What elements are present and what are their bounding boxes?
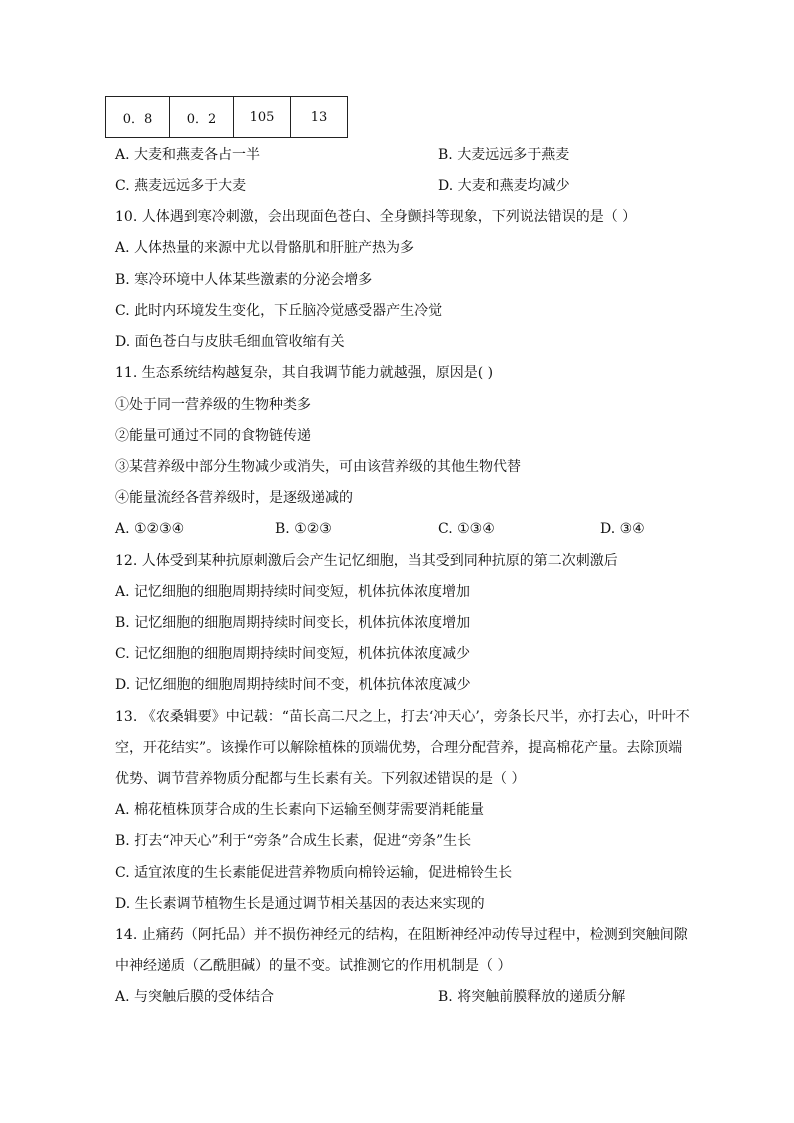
- data-table-fragment: [105, 96, 348, 138]
- q11-item: ④能量流经各营养级时，是逐级递减的: [115, 490, 353, 506]
- q10-option-c: C. 此时内环境发生变化，下丘脑冷觉感受器产生冷觉: [115, 303, 443, 319]
- q12-option-c: C. 记忆细胞的细胞周期持续时间变短，机体抗体浓度减少: [115, 646, 471, 662]
- q11-option-a: A. ①②③④: [115, 521, 185, 537]
- q14-option-a: A. 与突触后膜的受体结合: [115, 989, 275, 1005]
- q9-option-d: D. 大麦和燕麦均减少: [438, 178, 570, 194]
- q11-stem: 11. 生态系统结构越复杂，其自我调节能力就越强，原因是( ): [115, 365, 494, 381]
- table-cell: 0．8: [106, 97, 170, 138]
- table-row: [106, 97, 348, 138]
- q11-item: ①处于同一营养级的生物种类多: [115, 397, 311, 413]
- table-cell: 0．2: [170, 97, 234, 138]
- q11-option-b: B. ①②③: [275, 521, 332, 537]
- q14-stem-line: 14. 止痛药（阿托品）并不损伤神经元的结构，在阻断神经冲动传导过程中，检测到突触间隙: [115, 927, 688, 943]
- q13-stem-line: 优势、调节营养物质分配都与生长素有关。下列叙述错误的是（ ）: [115, 771, 526, 787]
- q11-item: ②能量可通过不同的食物链传递: [115, 428, 311, 444]
- q13-stem-line: 空，开花结实”。该操作可以解除植株的顶端优势，合理分配营养，提高棉花产量。去除顶端: [115, 740, 683, 756]
- q14-option-b: B. 将突触前膜释放的递质分解: [438, 989, 626, 1005]
- q12-option-b: B. 记忆细胞的细胞周期持续时间变长，机体抗体浓度增加: [115, 615, 471, 631]
- q13-option-a: A. 棉花植株顶芽合成的生长素向下运输至侧芽需要消耗能量: [115, 802, 485, 818]
- q11-option-d: D. ③④: [600, 521, 645, 537]
- q13-option-b: B. 打去“冲天心”利于“旁条”合成生长素，促进“旁条”生长: [115, 833, 472, 849]
- q9-option-c: C. 燕麦远远多于大麦: [115, 178, 247, 194]
- table-cell: 13: [291, 97, 348, 138]
- q9-option-a: A. 大麦和燕麦各占一半: [115, 147, 261, 163]
- q10-option-b: B. 寒冷环境中人体某些激素的分泌会增多: [115, 272, 373, 288]
- q12-option-a: A. 记忆细胞的细胞周期持续时间变短，机体抗体浓度增加: [115, 584, 471, 600]
- q12-stem: 12. 人体受到某种抗原刺激后会产生记忆细胞，当其受到同种抗原的第二次刺激后: [115, 553, 618, 569]
- q13-option-c: C. 适宜浓度的生长素能促进营养物质向棉铃运输，促进棉铃生长: [115, 865, 513, 881]
- q14-stem-line: 中神经递质（乙酰胆碱）的量不变。试推测它的作用机制是（ ）: [115, 958, 512, 974]
- q10-option-d: D. 面色苍白与皮肤毛细血管收缩有关: [115, 334, 345, 350]
- q11-option-c: C. ①③④: [438, 521, 495, 537]
- q11-item: ③某营养级中部分生物减少或消失，可由该营养级的其他生物代替: [115, 459, 521, 475]
- q9-option-b: B. 大麦远远多于燕麦: [438, 147, 570, 163]
- q10-option-a: A. 人体热量的来源中尤以骨骼肌和肝脏产热为多: [115, 240, 415, 256]
- q10-stem: 10. 人体遇到寒冷刺激，会出现面色苍白、全身颤抖等现象，下列说法错误的是（ ）: [115, 209, 637, 225]
- table-cell: 105: [234, 97, 291, 138]
- q12-option-d: D. 记忆细胞的细胞周期持续时间不变，机体抗体浓度减少: [115, 677, 471, 693]
- q13-option-d: D. 生长素调节植物生长是通过调节相关基因的表达来实现的: [115, 896, 485, 912]
- q13-stem-line: 13. 《农桑辑要》中记载：“苗长高二尺之上，打去‘冲天心’，旁条长尺半，亦打去心，叶叶不: [115, 709, 690, 725]
